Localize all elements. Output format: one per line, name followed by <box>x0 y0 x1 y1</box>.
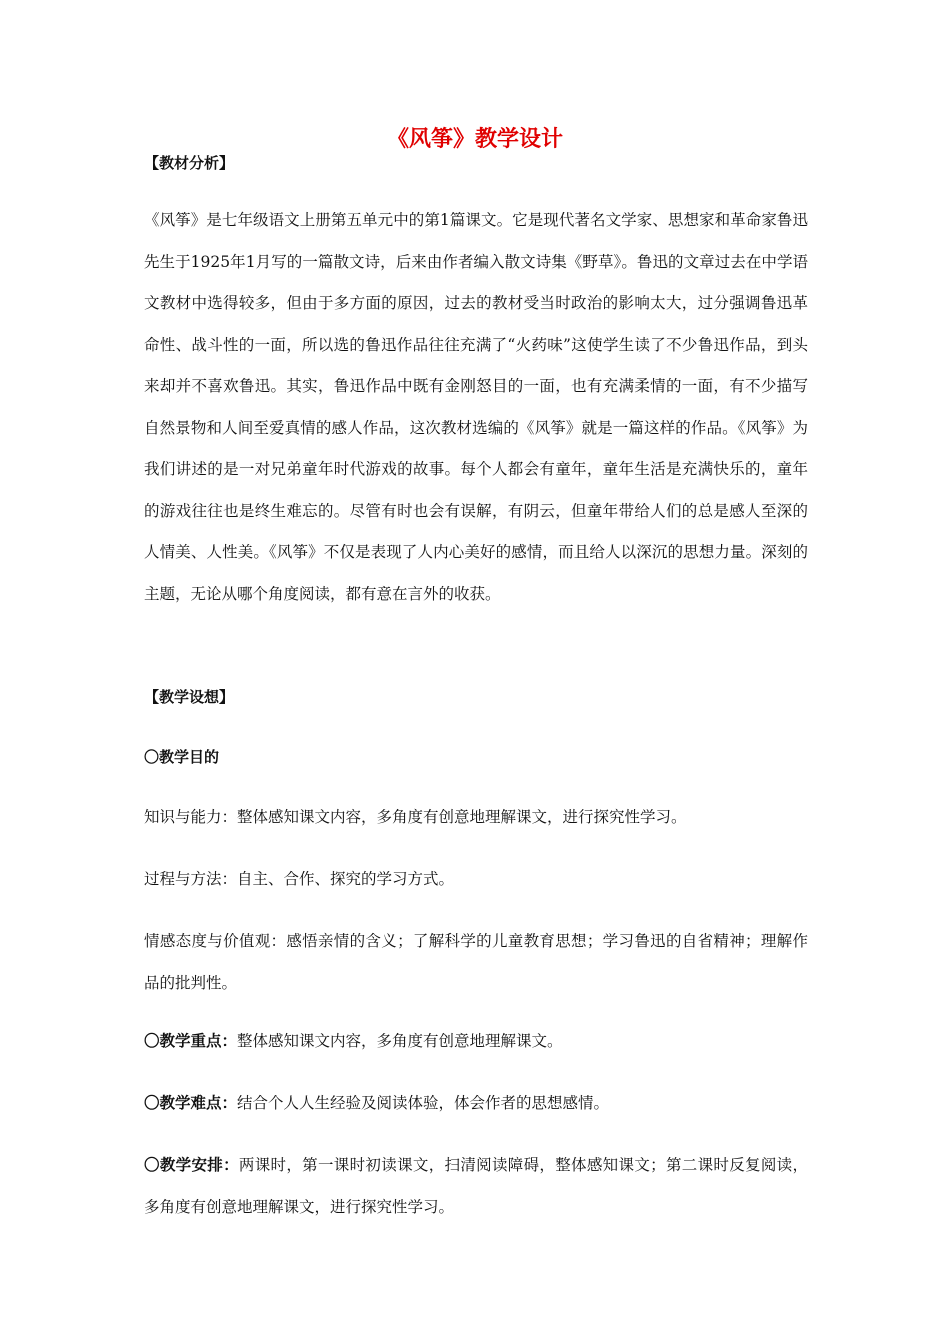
goal-knowledge-ability: 知识与能力：整体感知课文内容，多角度有创意地理解课文，进行探究性学习。 <box>144 808 687 826</box>
teaching-goals-heading: 〇教学目的 <box>144 748 220 766</box>
teaching-difficulty-label: 〇教学难点： <box>144 1093 238 1112</box>
teaching-key-text: 整体感知课文内容，多角度有创意地理解课文。 <box>237 1032 563 1050</box>
document-title: 《风筝》教学设计 <box>386 126 563 152</box>
textbook-analysis-paragraph: 《风筝》是七年级语文上册第五单元中的第1篇课文。它是现代著名文学家、思想家和革命家鲁迅先生于1925年1月写的一篇散文诗，后来由作者编入散文诗集《野草》。鲁迅的文章过去在中学语文教材中选得较多，但由于多方面的原因，过去的教材受当时政治的影响太大，过分强调鲁迅革命性、战斗性的一面，所以选的鲁迅作品往往充满了“火药味”这使学生读了不少鲁迅作品，到头来却并不喜欢鲁迅。其实，鲁迅作品中既有金刚怒目的一面，也有充满柔情的一面，有不少描写自然景物和人间至爱真情的感人作品，这次教材选编的《风筝》就是一篇这样的作品。《风筝》为我们讲述的是一对兄弟童年时代游戏的故事。每个人都会有童年，童年生活是充满快乐的，童年的游戏往往也是终生难忘的。尽管有时也会有误解，有阴云，但童年带给人们的总是感人至深的人情美、人性美。《风筝》不仅是表现了人内心美好的感情，而且给人以深沉的思想力量。深刻的主题，无论从哪个角度阅读，都有意在言外的收获。 <box>144 211 808 603</box>
teaching-key-label: 〇教学重点： <box>144 1031 238 1050</box>
teaching-arrangement-text: 两课时，第一课时初读课文，扫清阅读障碍，整体感知课文；第二课时反复阅读，多角度有创意地理解课文，进行探究性学习。 <box>144 1156 808 1216</box>
teaching-difficulty-text: 结合个人人生经验及阅读体验，体会作者的思想感情。 <box>237 1094 610 1112</box>
teaching-arrangement <box>144 1144 808 1228</box>
teaching-arrangement-label: 〇教学安排： <box>144 1155 239 1174</box>
teaching-difficulty <box>144 1092 808 1114</box>
goal-emotion-values: 情感态度与价值观：感悟亲情的含义；了解科学的儿童教育思想；学习鲁迅的自省精神；理解作品的批判性。 <box>144 932 808 992</box>
teaching-key-point <box>144 1030 808 1052</box>
goal-process-method: 过程与方法：自主、合作、探究的学习方式。 <box>144 870 455 888</box>
section-heading-teaching-plan: 【教学设想】 <box>144 688 235 706</box>
section-heading-textbook-analysis: 【教材分析】 <box>144 154 235 172</box>
